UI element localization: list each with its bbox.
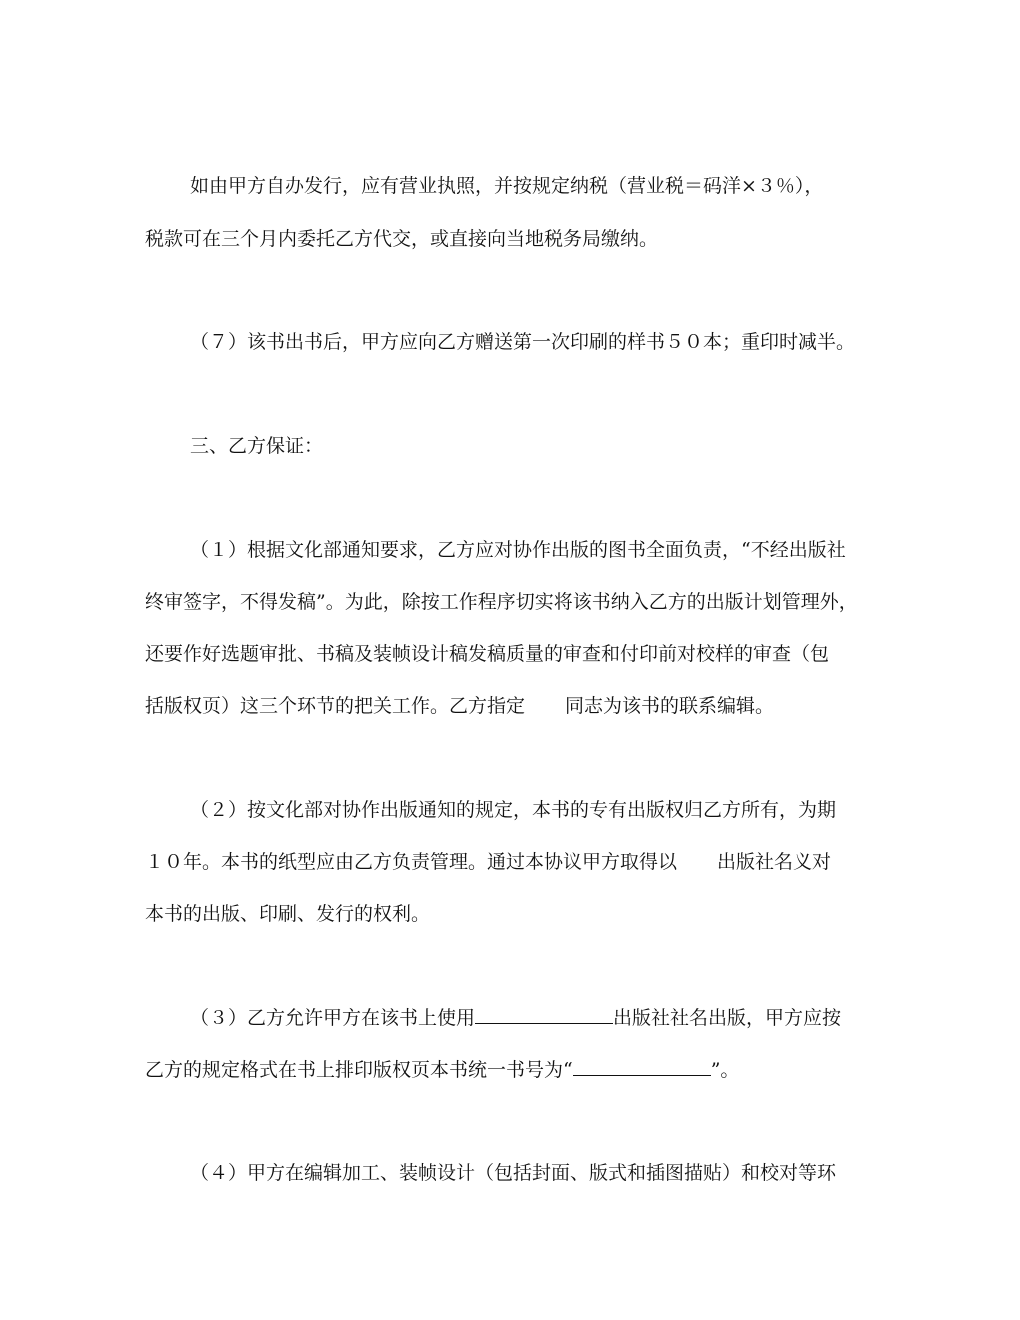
para-guarantee-2-line-3: 本书的出版、印刷、发行的权利。 bbox=[145, 903, 431, 925]
para-tax-line-1: 如由甲方自办发行，应有营业执照，并按规定纳税（营业税＝码洋×３％）， bbox=[190, 175, 824, 197]
para-guarantee-1-line-3: 还要作好选题审批、书稿及装帧设计稿发稿质量的审查和付印前对校样的审查（包 bbox=[145, 643, 830, 665]
para-guarantee-3-line-2 bbox=[145, 1057, 875, 1083]
line-text-part-a: （３）乙方允许甲方在该书上使用 bbox=[190, 1007, 476, 1029]
para-tax-line-2: 税款可在三个月内委托乙方代交，或直接向当地税务局缴纳。 bbox=[145, 228, 659, 250]
line-text-part-a: １０年。本书的纸型应由乙方负责管理。通过本协议甲方取得以 bbox=[145, 851, 678, 873]
para-guarantee-1-line-1: （１）根据文化部通知要求，乙方应对协作出版的图书全面负责，“不经出版社 bbox=[190, 539, 846, 561]
para-guarantee-4-line-1: （４）甲方在编辑加工、装帧设计（包括封面、版式和插图描贴）和校对等环 bbox=[190, 1162, 837, 1184]
line-text-part-b: 出版社名义对 bbox=[717, 851, 832, 873]
para-guarantee-2-line-1: （２）按文化部对协作出版通知的规定，本书的专有出版权归乙方所有，为期 bbox=[190, 799, 837, 821]
line-text-part-b: 同志为该书的联系编辑。 bbox=[565, 695, 775, 717]
para-guarantee-1-line-2: 终审签字，不得发稿”。为此，除按工作程序切实将该书纳入乙方的出版计划管理外， bbox=[145, 591, 858, 613]
para-guarantee-3-line-1 bbox=[190, 1005, 920, 1031]
publisher-name-blank bbox=[475, 1005, 613, 1024]
line-text-part-b: ”。 bbox=[710, 1059, 740, 1081]
line-text-part-a: 乙方的规定格式在书上排印版权页本书统一书号为“ bbox=[145, 1059, 573, 1081]
line-text-part-a: 括版权页）这三个环节的把关工作。乙方指定 bbox=[145, 695, 526, 717]
para-guarantee-2-line-2 bbox=[145, 849, 875, 875]
line-text-part-b: 出版社社名出版，甲方应按 bbox=[613, 1007, 842, 1029]
para-guarantee-1-line-4 bbox=[145, 693, 875, 719]
para-sample-books: （７）该书出书后，甲方应向乙方赠送第一次印刷的样书５０本；重印时减半。 bbox=[190, 331, 856, 353]
book-number-blank bbox=[573, 1057, 711, 1076]
section-heading: 三、乙方保证： bbox=[190, 435, 324, 457]
